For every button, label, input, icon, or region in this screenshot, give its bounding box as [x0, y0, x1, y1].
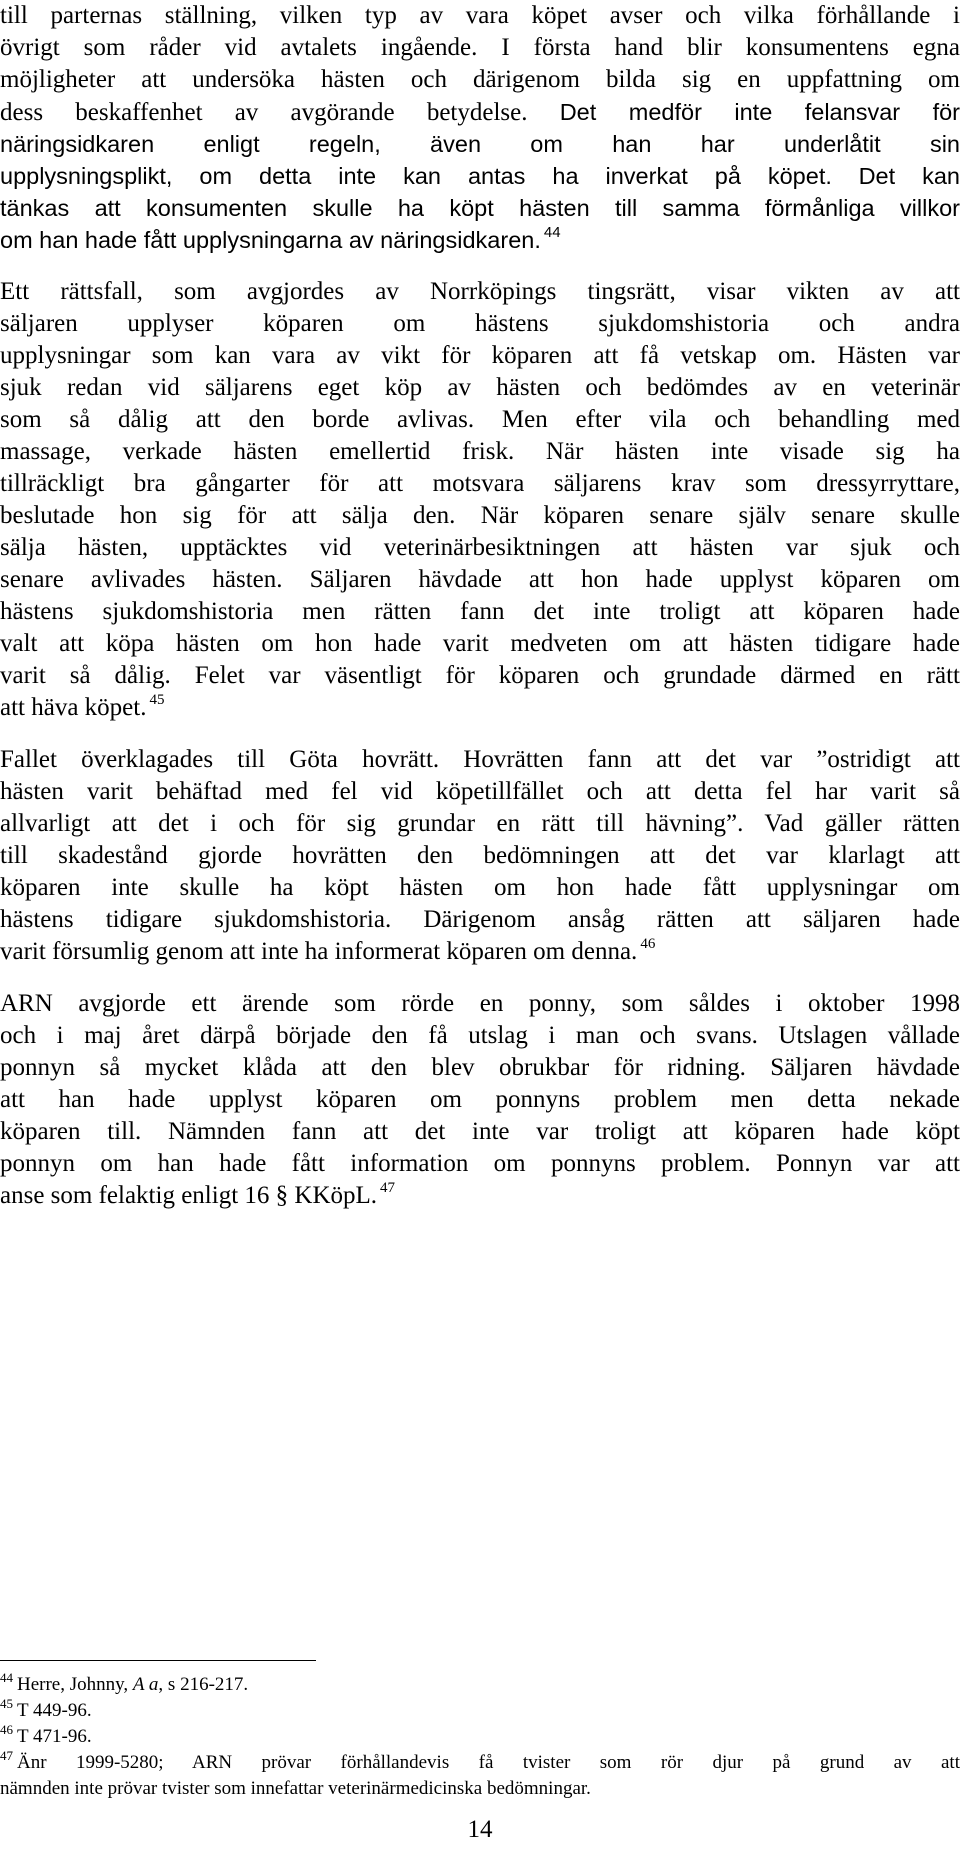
text-line — [0, 692, 960, 724]
footnote-text: Herre, Johnny, — [17, 1674, 133, 1695]
text-line: senare avlivades hästen. Säljaren hävdade att hon hade upplyst köparen om — [0, 566, 960, 593]
footnote-separator — [0, 1660, 316, 1661]
text-line — [0, 160, 960, 193]
text-line: varit så dålig. Felet var väsentligt för köparen och grundade därmed en rätt — [0, 662, 960, 689]
text-line: massage, verkade hästen emellertid frisk. När hästen inte visade sig ha — [0, 438, 960, 465]
footnote-number: 45 — [0, 1696, 13, 1711]
page-number: 14 — [467, 1816, 493, 1843]
footnote-italic: A a — [132, 1674, 159, 1695]
text-line: tänkas att konsumenten skulle ha köpt hästen till samma förmånliga villkor — [0, 195, 960, 221]
footnote-ref: 46 — [640, 936, 656, 952]
text-line: sjuk redan vid säljarens eget köp av hästen och bedömdes av en veterinär — [0, 374, 960, 401]
text-line: möjligheter att undersöka hästen och därigenom bilda sig en uppfattning om — [0, 66, 960, 93]
text-segment: varit försumlig genom att inte ha informerat köparen om denna. — [0, 938, 638, 965]
footnote-47 — [0, 1750, 960, 1776]
text-line: Ett rättsfall, som avgjordes av Norrköpings tingsrätt, visar vikten av att — [0, 278, 960, 305]
text-line: valt att köpa hästen om hon hade varit medveten om att hästen tidigare hade — [0, 630, 960, 657]
text-line: ponnyn så mycket klåda att den blev obrukbar för ridning. Säljaren hävdade — [0, 1054, 960, 1081]
footnote-text: Änr 1999-5280; ARN prövar förhållandevis få tvister som rör djur på grund av att — [17, 1752, 960, 1773]
footnote-number: 47 — [0, 1748, 13, 1763]
text-segment: anse som felaktig enligt 16 § KKöpL. — [0, 1182, 378, 1209]
footnote-45 — [0, 1698, 960, 1724]
text-line — [0, 936, 960, 968]
text-line — [0, 224, 960, 256]
footnote-ref: 44 — [543, 224, 561, 241]
text-segment: Det medför inte felansvar för — [559, 99, 960, 125]
text-line: hästen varit behäftad med fel vid köpetillfället och att detta fel har varit så — [0, 778, 960, 805]
text-line: som så dålig att den borde avlivas. Men efter vila och behandling med — [0, 406, 960, 433]
footnote-46 — [0, 1724, 960, 1750]
text-line: och i maj året därpå började den få utslag i man och svans. Utslagen vållade — [0, 1022, 960, 1049]
footnote-44 — [0, 1672, 960, 1698]
text-line: tillräckligt bra gångarter för att motsvara säljarens krav som dressyrryttare, — [0, 470, 960, 497]
text-line: ARN avgjorde ett ärende som rörde en ponny, som såldes i oktober 1998 — [0, 990, 960, 1017]
text-line: ponnyn om han hade fått information om ponnyns problem. Ponnyn var att — [0, 1150, 960, 1177]
text-segment: dess beskaffenhet av avgörande betydelse. — [0, 99, 528, 126]
text-line: Fallet överklagades till Göta hovrätt. Hovrätten fann att det var ”ostridigt att — [0, 746, 960, 773]
footnote-ref: 45 — [149, 692, 165, 708]
text-line: näringsidkaren enligt regeln, även om han har underlåtit sin — [0, 131, 960, 157]
text-line: säljaren upplyser köparen om hästens sjukdomshistoria och andra — [0, 310, 960, 337]
text-line: att han hade upplyst köparen om ponnyns problem men detta nekade — [0, 1086, 960, 1113]
footnote-number: 44 — [0, 1670, 13, 1685]
text-segment: om han hade fått upplysningarna av näringsidkaren. — [0, 227, 541, 253]
text-segment: upplysningsplikt, om detta inte kan antas ha inverkat på köpet. — [0, 163, 832, 189]
text-line: hästens tidigare sjukdomshistoria. Därigenom ansåg rätten att säljaren hade — [0, 906, 960, 933]
footnote-47-continued: nämnden inte prövar tvister som innefattar veterinärmedicinska bedömningar. — [0, 1778, 591, 1799]
footnote-text: T 471-96. — [17, 1726, 92, 1747]
text-line — [0, 96, 960, 129]
text-line: sälja hästen, upptäcktes vid veterinärbesiktningen att hästen var sjuk och — [0, 534, 960, 561]
text-line: till parternas ställning, vilken typ av vara köpet avser och vilka förhållande i — [0, 2, 960, 29]
text-segment: att häva köpet. — [0, 694, 147, 721]
text-line: beslutade hon sig för att sälja den. När köparen senare själv senare skulle — [0, 502, 960, 529]
text-line: köparen till. Nämnden fann att det inte var troligt att köparen hade köpt — [0, 1118, 960, 1145]
footnote-ref: 47 — [380, 1180, 396, 1196]
text-line: allvarligt att det i och för sig grundar en rätt till hävning”. Vad gäller rätten — [0, 810, 960, 837]
text-line: upplysningar som kan vara av vikt för köparen att få vetskap om. Hästen var — [0, 342, 960, 369]
text-line — [0, 1180, 960, 1212]
text-line: till skadestånd gjorde hovrätten den bedömningen att det var klarlagt att — [0, 842, 960, 869]
text-segment: Det kan — [858, 163, 960, 189]
text-line: övrigt som råder vid avtalets ingående. I första hand blir konsumentens egna — [0, 34, 960, 61]
text-line: hästens sjukdomshistoria men rätten fann det inte troligt att köparen hade — [0, 598, 960, 625]
footnote-text: T 449-96. — [17, 1700, 92, 1721]
footnote-number: 46 — [0, 1722, 13, 1737]
footnote-text: , s 216-217. — [158, 1674, 249, 1695]
text-line: köparen inte skulle ha köpt hästen om hon hade fått upplysningar om — [0, 874, 960, 901]
